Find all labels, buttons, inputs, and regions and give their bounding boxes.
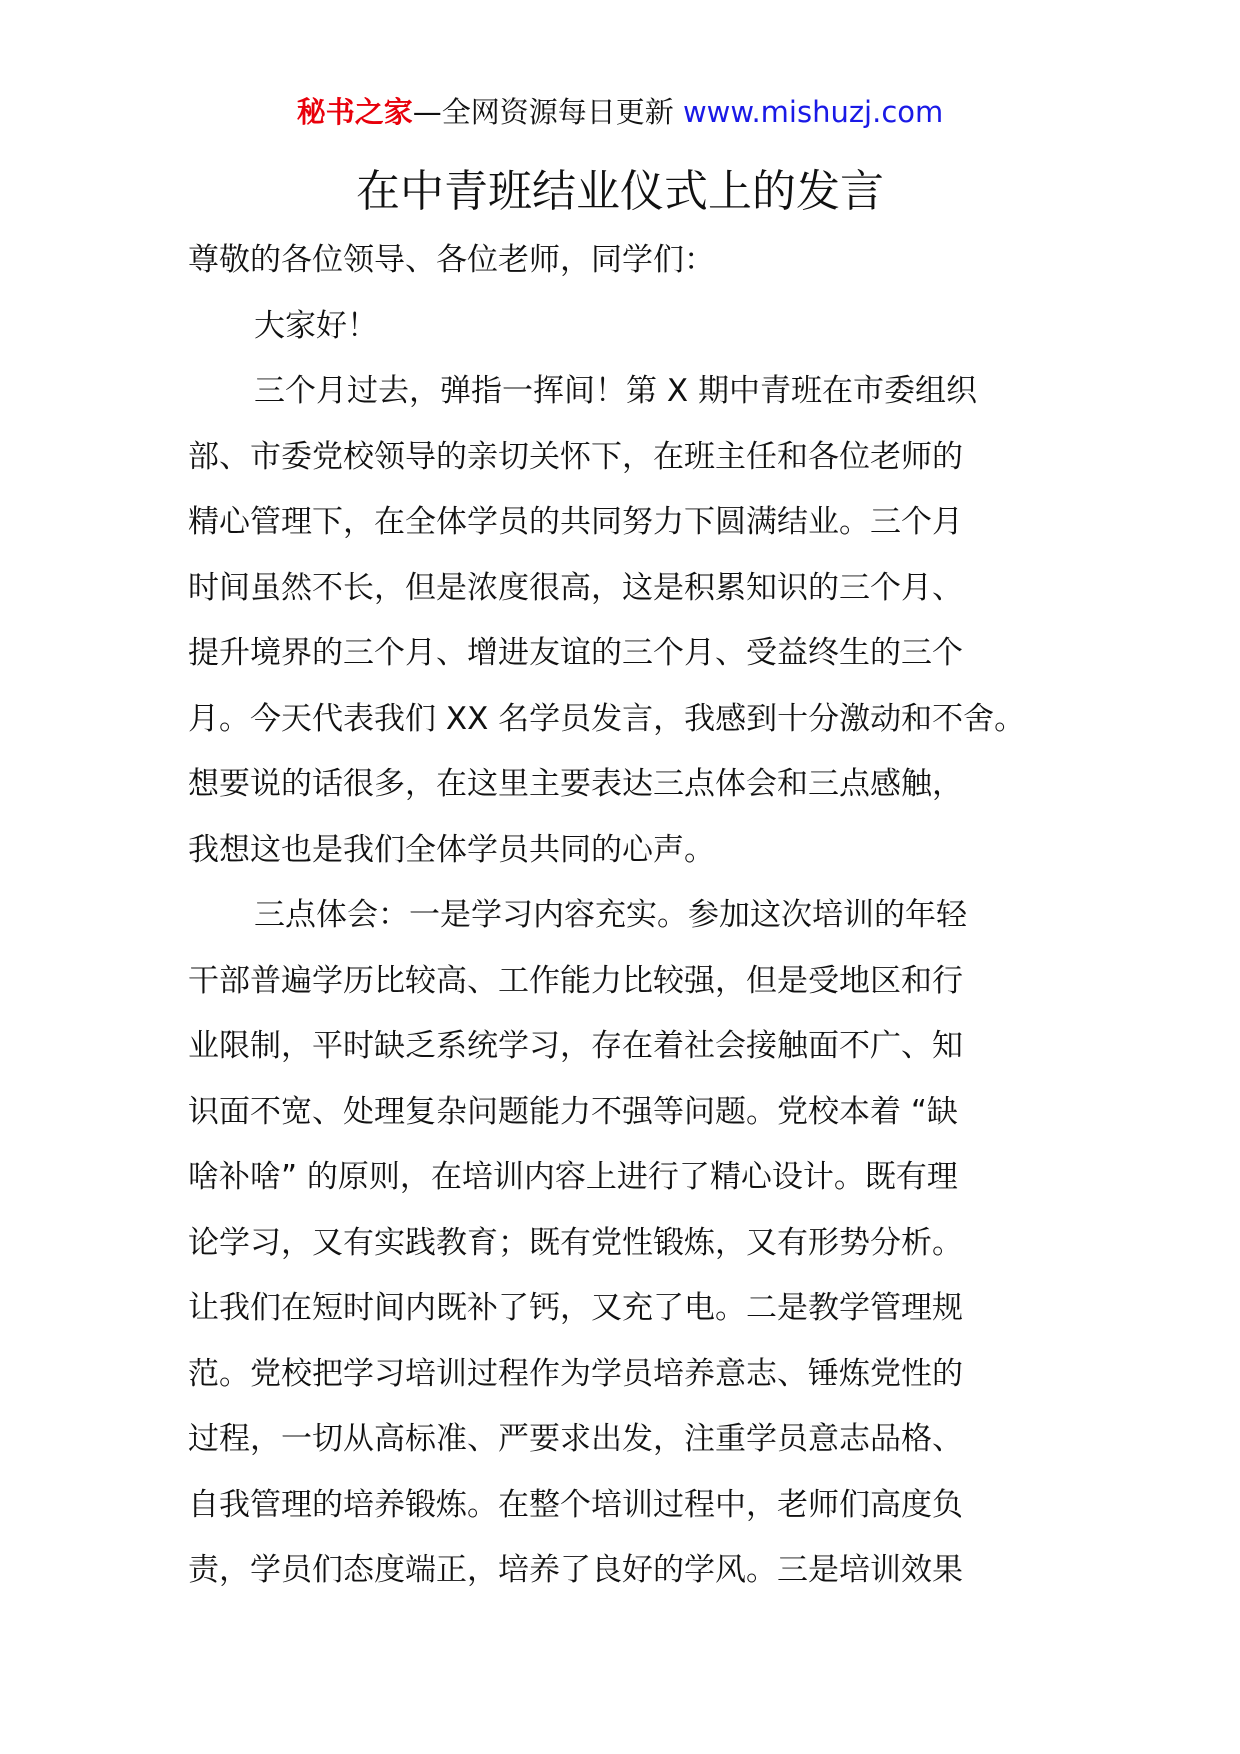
- body-line: 我想这也是我们全体学员共同的心声。: [188, 831, 715, 868]
- salutation-line: 尊敬的各位领导、各位老师，同学们：: [188, 242, 715, 278]
- body-line: 论学习，又有实践教育；既有党性锻炼，又有形势分析。: [188, 1224, 963, 1261]
- site-header: [0, 92, 1240, 132]
- body-line: 自我管理的培养锻炼。在整个培训过程中，老师们高度负: [188, 1486, 963, 1523]
- document-body: [188, 228, 1088, 1604]
- body-line: 啥补啥” 的原则，在培训内容上进行了精心设计。既有理: [188, 1159, 958, 1195]
- body-line: 想要说的话很多，在这里主要表达三点体会和三点感触，: [188, 766, 963, 802]
- body-line: 干部普遍学历比较高、工作能力比较强，但是受地区和行: [188, 962, 963, 999]
- site-url-link[interactable]: www.mishuzj.com: [682, 95, 944, 129]
- body-line: 部、市委党校领导的亲切关怀下，在班主任和各位老师的: [188, 438, 963, 475]
- site-slogan: —全网资源每日更新: [412, 95, 674, 129]
- body-line: 业限制，平时缺乏系统学习，存在着社会接触面不广、知: [188, 1028, 963, 1064]
- greeting-line: 大家好！: [254, 307, 378, 344]
- body-line: 三点体会：一是学习内容充实。参加这次培训的年轻: [254, 897, 967, 933]
- body-line: 提升境界的三个月、增进友谊的三个月、受益终生的三个: [188, 635, 963, 671]
- body-line: 范。党校把学习培训过程作为学员培养意志、锤炼党性的: [188, 1355, 963, 1392]
- body-line: 过程，一切从高标准、严要求出发，注重学员意志品格、: [188, 1421, 963, 1457]
- body-line: 精心管理下，在全体学员的共同努力下圆满结业。三个月: [188, 504, 963, 540]
- body-line: 识面不宽、处理复杂问题能力不强等问题。党校本着 “缺: [188, 1093, 958, 1130]
- body-line: 三个月过去，弹指一挥间！第 X 期中青班在市委组织: [254, 373, 977, 409]
- body-line: 责，学员们态度端正，培养了良好的学风。三是培训效果: [188, 1552, 963, 1588]
- body-line: 月。今天代表我们 XX 名学员发言，我感到十分激动和不舍。: [188, 700, 1026, 737]
- body-line: 让我们在短时间内既补了钙，又充了电。二是教学管理规: [188, 1290, 963, 1326]
- document-title: 在中青班结业仪式上的发言: [356, 166, 884, 217]
- site-brand: 秘书之家: [296, 95, 413, 129]
- body-line: 时间虽然不长，但是浓度很高，这是积累知识的三个月、: [188, 569, 963, 606]
